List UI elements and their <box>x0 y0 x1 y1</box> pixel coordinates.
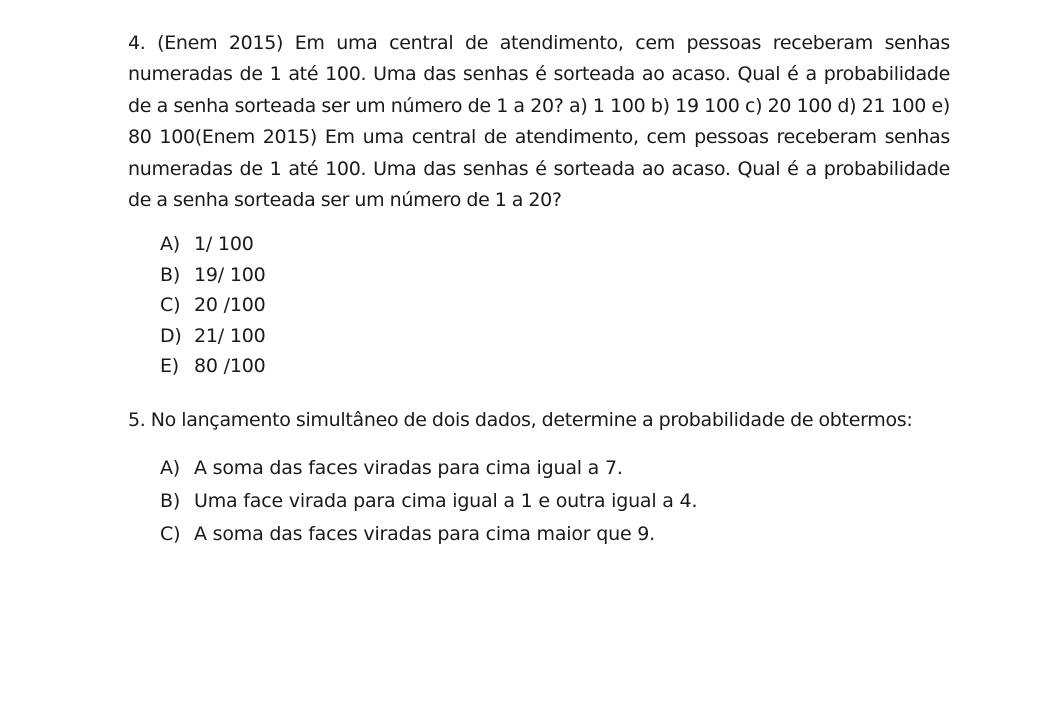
question-5-text: 5. No lançamento simultâneo de dois dados, determine a probabilidade de obtermos: <box>128 408 913 431</box>
option-text: 19/ 100 <box>194 263 266 286</box>
question-5-option-c <box>160 518 950 551</box>
option-text: 80 /100 <box>194 355 266 378</box>
document-page <box>128 28 950 551</box>
question-5-option-a <box>160 452 950 485</box>
option-text: A soma das faces viradas para cima maior que 9. <box>194 523 655 546</box>
question-4-text: 4. (Enem 2015) Em uma central de atendimento, cem pessoas receberam senhas numeradas de 1 até 100. Uma das senhas é sorteada ao acaso. Qual é a probabilidade de a senha sorteada ser um número de 1 a 20? a) 1 100 b) 19 100 c) 20 100 d) 21 100 e) 80 100(Enem 2015) Em uma central de atendimento, cem pessoas receberam senhas numeradas de 1 até 100. Uma das senhas é sorteada ao acaso. Qual é a probabilidade de a senha sorteada ser um número de 1 a 20? <box>128 32 950 212</box>
option-text: A soma das faces viradas para cima igual a 7. <box>194 457 623 480</box>
question-4-option-e <box>160 351 950 382</box>
option-letter: A) <box>160 233 181 256</box>
question-5-options <box>128 452 950 551</box>
question-4-options <box>128 229 950 382</box>
option-letter: D) <box>160 324 182 347</box>
option-text: 20 /100 <box>194 294 266 317</box>
option-letter: A) <box>160 457 181 480</box>
option-letter: C) <box>160 294 181 317</box>
option-text: 21/ 100 <box>194 324 266 347</box>
option-text: 1/ 100 <box>194 233 254 256</box>
question-4-option-d <box>160 321 950 352</box>
option-letter: B) <box>160 490 181 513</box>
question-5-option-b <box>160 485 950 518</box>
question-4-option-a <box>160 229 950 260</box>
option-letter: C) <box>160 523 181 546</box>
option-letter: E) <box>160 355 180 378</box>
option-letter: B) <box>160 263 181 286</box>
question-4-option-b <box>160 260 950 291</box>
question-4-option-c <box>160 290 950 321</box>
option-text: Uma face virada para cima igual a 1 e outra igual a 4. <box>194 490 698 513</box>
